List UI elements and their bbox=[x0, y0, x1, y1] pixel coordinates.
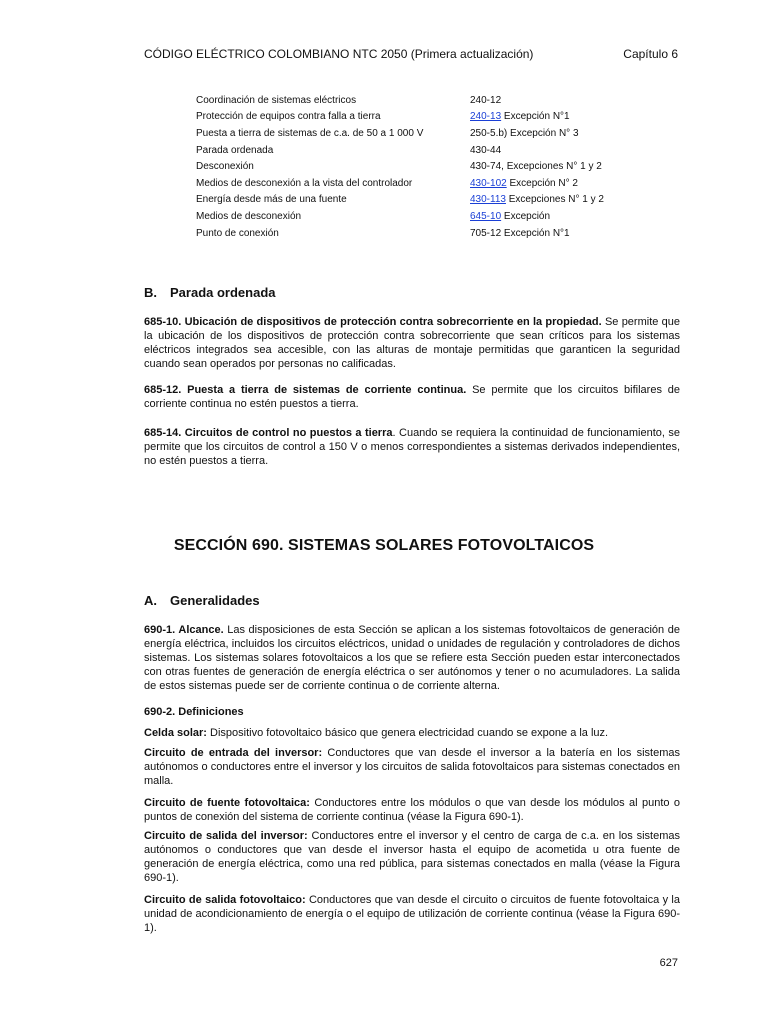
paragraph-690-2-heading bbox=[144, 705, 680, 719]
paragraph-heading: 685-10. Ubicación de dispositivos de protección contra sobrecorriente en la propiedad. bbox=[144, 316, 602, 328]
paragraph-685-14 bbox=[144, 426, 680, 468]
paragraph-text: Se permite que la ubicación de los dispositivos de protección contra sobrecorriente que sean críticos para los sistemas eléctricos integrados sea accesible, con las alturas de montaje permitidas que garanticen la seguridad cuando sean operados por personas no calificadas. bbox=[144, 316, 681, 370]
reference-topic: Medios de desconexión bbox=[196, 210, 302, 222]
definition-celda-solar bbox=[144, 726, 680, 740]
paragraph-685-12 bbox=[144, 383, 680, 411]
article-reference-text: 250-5.b) Excepción N° 3 bbox=[470, 127, 579, 139]
reference-topic: Puesta a tierra de sistemas de c.a. de 50 a 1 000 V bbox=[196, 127, 424, 139]
definition-term: Celda solar: bbox=[144, 727, 207, 739]
reference-article bbox=[470, 95, 636, 106]
reference-topic: Parada ordenada bbox=[196, 144, 274, 156]
definition-circuito-salida-inversor bbox=[144, 829, 680, 885]
article-reference-text: 240-12 bbox=[470, 94, 502, 106]
paragraph-text: . Cuando se requiera la continuidad de funcionamiento, se permite que los circuitos de control a 150 V o menos correspondientes a sistemas derivados independientes, no estén puestos a tierra. bbox=[144, 427, 681, 467]
article-reference-text: Excepción N° 2 bbox=[506, 177, 578, 189]
definition-circuito-fuente-fotovoltaica bbox=[144, 796, 680, 824]
reference-article bbox=[470, 111, 636, 122]
reference-row bbox=[196, 109, 636, 126]
reference-article bbox=[470, 145, 636, 156]
reference-row bbox=[196, 208, 636, 225]
article-reference-text: Excepción N°1 bbox=[501, 111, 570, 123]
part-letter: B. bbox=[144, 285, 157, 300]
paragraph-heading: 690-2. Definiciones bbox=[144, 706, 244, 718]
definition-circuito-salida-fotovoltaico bbox=[144, 893, 680, 935]
definition-text: Conductores que van desde el circuito o circuitos de fuente fotovoltaica y la unidad de acondicionamiento de energía o el equipo de utilización de corriente continua (véase la Figura 690-1). bbox=[144, 894, 680, 934]
definition-text: Conductores que van desde el inversor a la batería en los sistemas autónomos o conductores entre el inversor y los circuitos de salida fotovoltaicos para sistemas conectados en malla. bbox=[144, 747, 680, 787]
article-reference-text: Excepción bbox=[501, 210, 551, 222]
reference-topic: Punto de conexión bbox=[196, 227, 279, 239]
article-link[interactable]: 240-13 bbox=[470, 111, 502, 123]
reference-row bbox=[196, 92, 636, 109]
reference-article bbox=[470, 211, 636, 222]
article-link[interactable]: 430-102 bbox=[470, 177, 507, 189]
reference-topic: Protección de equipos contra falla a tierra bbox=[196, 111, 381, 123]
paragraph-text: Las disposiciones de esta Sección se aplican a los sistemas fotovoltaicos de generación de energía eléctrica, incluidos los circuitos eléctricos, unidad o unidades de regulación y controladores de dichos sistemas. Los sistemas solares fotovoltaicos a los que se refiere esta Sección pueden estar interconectados con otras fuentes de generación de energía eléctrica o ser autónomos y tener o no acumuladores. La salida de estos sistemas puede ser de corriente continua o de corriente alterna. bbox=[144, 624, 680, 692]
definition-term: Circuito de fuente fotovoltaica: bbox=[144, 797, 310, 809]
reference-article bbox=[470, 194, 636, 205]
paragraph-heading: 685-12. Puesta a tierra de sistemas de corriente continua. bbox=[144, 384, 467, 396]
reference-table bbox=[196, 92, 636, 241]
definition-text: Conductores entre los módulos o que van desde los módulos al punto o puntos de conexión del sistema de corriente continua (véase la Figura 690-1). bbox=[144, 797, 680, 823]
article-link[interactable]: 430-113 bbox=[470, 194, 506, 206]
reference-row bbox=[196, 192, 636, 209]
page-number: 627 bbox=[659, 957, 678, 969]
reference-row bbox=[196, 175, 636, 192]
reference-row bbox=[196, 142, 636, 159]
section-title: SECCIÓN 690. SISTEMAS SOLARES FOTOVOLTAICOS bbox=[173, 537, 595, 554]
part-b-heading bbox=[144, 285, 276, 300]
paragraph-text: Se permite que los circuitos bifilares de corriente continua no estén puestos a tierra. bbox=[144, 384, 680, 410]
part-title: Generalidades bbox=[170, 593, 260, 608]
reference-topic: Coordinación de sistemas eléctricos bbox=[196, 94, 357, 106]
part-title: Parada ordenada bbox=[170, 285, 276, 300]
reference-topic: Desconexión bbox=[196, 161, 254, 173]
reference-topic: Medios de desconexión a la vista del controlador bbox=[196, 177, 413, 189]
definition-text: Dispositivo fotovoltaico básico que genera electricidad cuando se expone a la luz. bbox=[206, 727, 609, 739]
article-link[interactable]: 645-10 bbox=[470, 210, 502, 222]
paragraph-heading: 690-1. Alcance. bbox=[144, 624, 224, 636]
definition-text: Conductores entre el inversor y el centro de carga de c.a. en los sistemas autónomos o conductores que van desde el inversor hasta el equipo de acometida u otra fuente de generación de energía eléctrica, como una red pública, para sistemas conectados en malla (véase la Figura 690-1). bbox=[144, 830, 680, 884]
chapter-label: Capítulo 6 bbox=[623, 47, 678, 61]
paragraph-690-1 bbox=[144, 623, 680, 693]
reference-row bbox=[196, 225, 636, 242]
reference-article bbox=[470, 128, 636, 139]
reference-article bbox=[470, 161, 636, 172]
definition-term: Circuito de entrada del inversor: bbox=[144, 747, 323, 759]
document-header-title: CÓDIGO ELÉCTRICO COLOMBIANO NTC 2050 (Primera actualización) bbox=[144, 47, 534, 61]
article-reference-text: Excepciones N° 1 y 2 bbox=[505, 194, 604, 206]
paragraph-685-10 bbox=[144, 315, 680, 371]
reference-article bbox=[470, 178, 636, 189]
reference-topic: Energía desde más de una fuente bbox=[196, 194, 347, 206]
part-a-heading bbox=[144, 593, 260, 608]
reference-article bbox=[470, 228, 636, 239]
article-reference-text: 430-44 bbox=[470, 144, 502, 156]
definition-term: Circuito de salida fotovoltaico: bbox=[144, 894, 306, 906]
paragraph-heading: 685-14. Circuitos de control no puestos a tierra bbox=[144, 427, 393, 439]
definition-circuito-entrada-inversor bbox=[144, 746, 680, 788]
reference-row bbox=[196, 125, 636, 142]
article-reference-text: 705-12 Excepción N°1 bbox=[470, 227, 570, 239]
article-reference-text: 430-74, Excepciones N° 1 y 2 bbox=[470, 161, 602, 173]
reference-row bbox=[196, 158, 636, 175]
definition-term: Circuito de salida del inversor: bbox=[144, 830, 308, 842]
part-letter: A. bbox=[144, 593, 157, 608]
